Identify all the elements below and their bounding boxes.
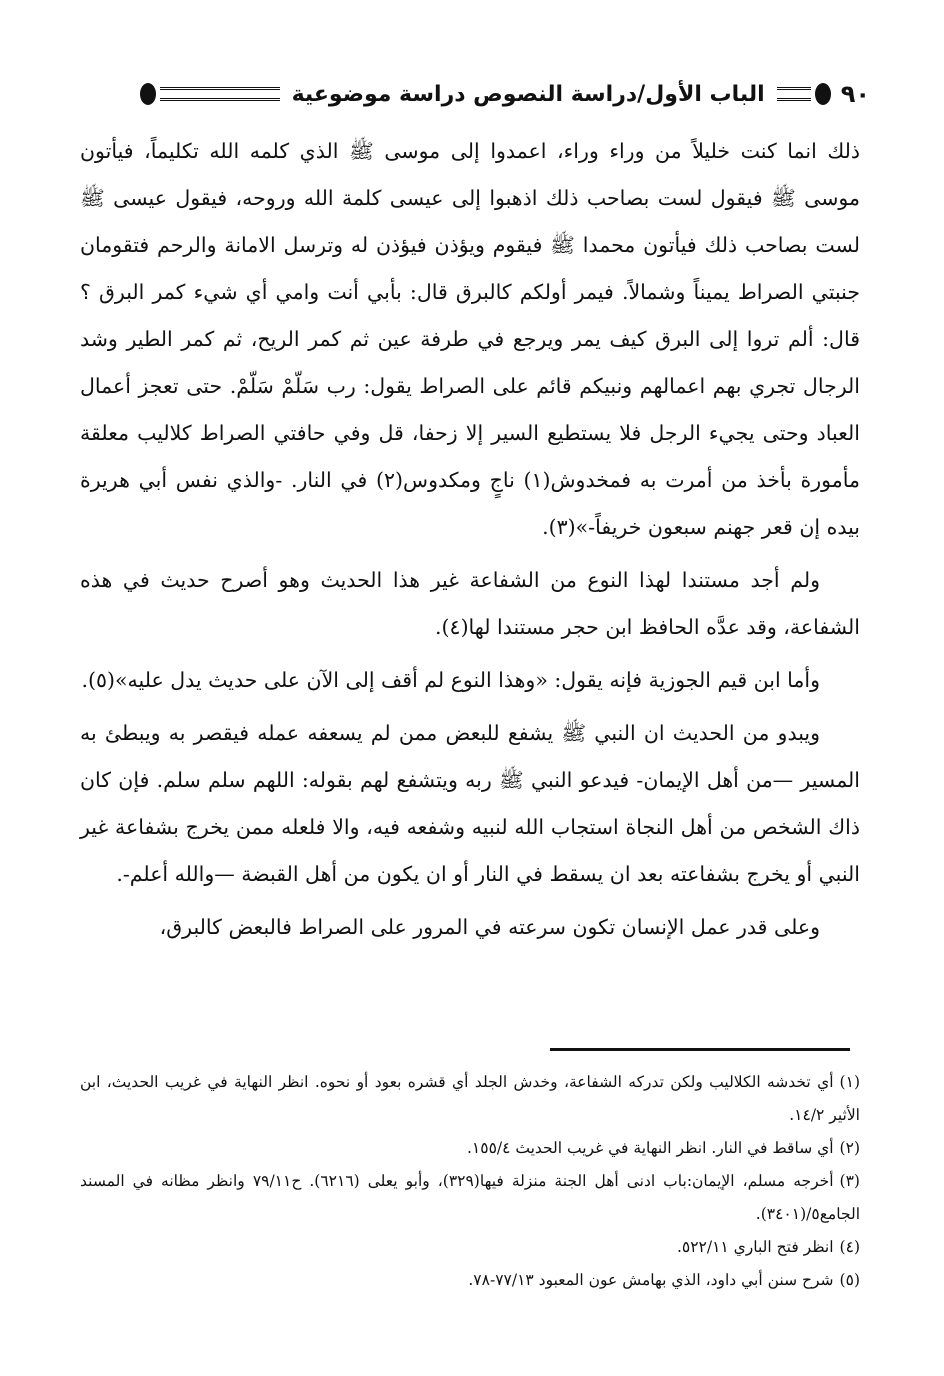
paragraph: وأما ابن قيم الجوزية فإنه يقول: «وهذا النوع لم أقف إلى الآن على حديث يدل عليه»(٥). bbox=[81, 668, 820, 692]
footnote bbox=[80, 1165, 860, 1231]
footnote-text: انظر فتح الباري ٥٢٢/١١. bbox=[676, 1238, 834, 1256]
ornament-lines-icon bbox=[160, 87, 280, 101]
footnote bbox=[80, 1231, 860, 1264]
ornament-dot-icon bbox=[140, 83, 156, 105]
paragraph: وعلى قدر عمل الإنسان تكون سرعته في المرور على الصراط فالبعض كالبرق، bbox=[159, 915, 820, 939]
footnotes bbox=[80, 1066, 860, 1297]
paragraph: ذلك انما كنت خليلاً من وراء وراء، اعمدوا إلى موسى ﷺ الذي كلمه الله تكليماً، فيأتون موسى ﷺ فيقول لست بصاحب ذلك اذهبوا إلى عيسى كلمة الله وروحه، فيقول عيسى ﷺ لست بصاحب ذلك فيأتون محمدا ﷺ فيقوم ويؤذن فيؤذن له وترسل الامانة والرحم فتقومان جنبتي الصراط يميناً وشمالاً. فيمر أولكم كالبرق قال: بأبي أنت وامي أي شيء كمر البرق ؟ قال: ألم تروا إلى البرق كيف يمر ويرجع في طرفة عين ثم كمر الريح، ثم كمر الطير وشد الرجال تجري بهم اعمالهم ونبيكم قائم على الصراط يقول: رب سَلّمْ سَلّمْ. حتى تعجز أعمال العباد وحتى يجيء الرجل فلا يستطيع السير إلا زحفا، قل وفي حافتي الصراط كلاليب معلقة مأمورة بأخذ من أمرت به فمخدوش(١) ناجٍ ومكدوس(٢) في النار. -والذي نفس أبي هريرة بيده إن قعر جهنم سبعون خريفاً-»(٣). bbox=[80, 139, 860, 539]
ornament-dot-icon bbox=[815, 83, 831, 105]
footnote-divider bbox=[550, 1048, 850, 1051]
footnote-marker: (١) bbox=[839, 1073, 860, 1091]
footnote-marker: (٢) bbox=[839, 1139, 860, 1157]
footnote-marker: (٤) bbox=[839, 1238, 860, 1256]
footnote-marker: (٥) bbox=[839, 1271, 860, 1289]
footnote-marker: (٣) bbox=[839, 1172, 860, 1190]
chapter-title: الباب الأول/دراسة النصوص دراسة موضوعية bbox=[291, 81, 765, 107]
page-number: ٩٠ bbox=[840, 80, 870, 108]
main-text bbox=[80, 128, 860, 951]
footnote-text: شرح سنن أبي داود، الذي بهامش عون المعبود ٧٧/١٣-٧٨. bbox=[468, 1271, 834, 1289]
ornament-lines-icon bbox=[777, 87, 811, 101]
footnote bbox=[80, 1132, 860, 1165]
footnote-text: أي ساقط في النار. انظر النهاية في غريب الحديث ١٥٥/٤. bbox=[466, 1139, 834, 1157]
running-header bbox=[70, 70, 870, 118]
paragraph: ولم أجد مستندا لهذا النوع من الشفاعة غير هذا الحديث وهو أصرح حديث في هذه الشفاعة، وقد عدَّه الحافظ ابن حجر مستندا لها(٤). bbox=[80, 568, 860, 639]
footnote bbox=[80, 1066, 860, 1132]
footnote bbox=[80, 1264, 860, 1297]
footnote-text: أي تخدشه الكلاليب ولكن تدركه الشفاعة، وخدش الجلد أي قشره بعود أو نحوه. انظر النهاية في غريب الحديث، ابن الأثير ١٤/٢. bbox=[80, 1073, 860, 1124]
paragraph: ويبدو من الحديث ان النبي ﷺ يشفع للبعض ممن لم يسعفه عمله فيقصر به ويبطئ به المسير —من أهل الإيمان- فيدعو النبي ﷺ ربه ويتشفع لهم بقوله: اللهم سلم سلم. فإن كان ذاك الشخص من أهل النجاة استجاب الله لنبيه وشفعه فيه، والا فلعله ممن يخرج بشفاعة غير النبي أو يخرج بشفاعته بعد ان يسقط في النار أو ان يكون من أهل القبضة —والله أعلم-. bbox=[80, 721, 860, 886]
footnote-text: أخرجه مسلم، الإيمان:باب ادنى أهل الجنة منزلة فيها(٣٢٩)، وأبو يعلى (٦٢١٦). ح٧٩/١١ وانظر مظانه في المسند الجامع٥/(٣٤٠١). bbox=[80, 1172, 860, 1223]
